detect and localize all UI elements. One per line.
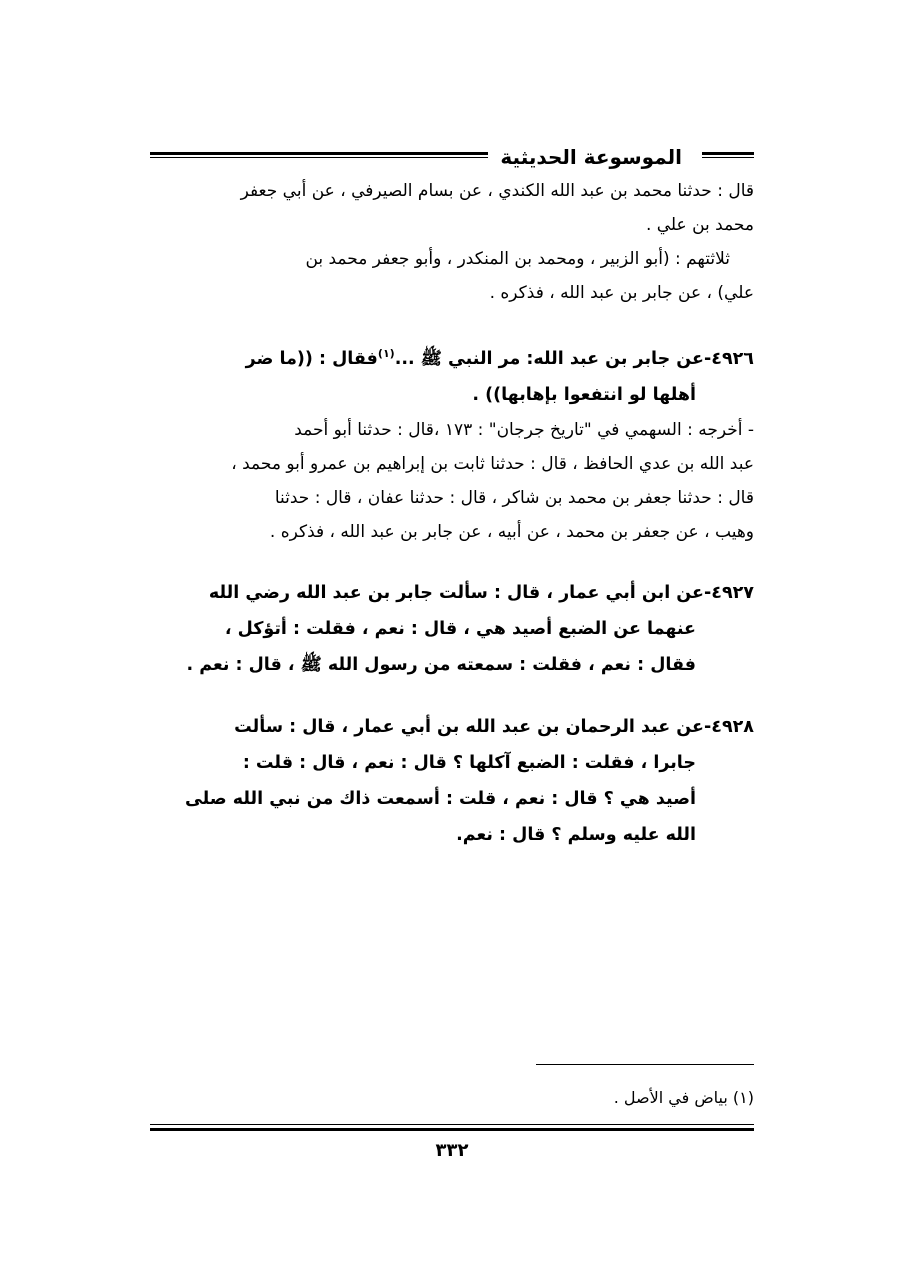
header-rule-right (702, 152, 754, 158)
hadith-4927 (150, 575, 754, 683)
footnote-separator (536, 1064, 754, 1065)
takhrij-line-2: عبد الله بن عدي الحافظ ، قال : حدثنا ثابت بن إبراهيم بن عمرو أبو محمد ، (231, 453, 754, 474)
footnote-mark[interactable]: (١) (377, 347, 395, 360)
hadith-4927-line-2: عنهما عن الضبع أصيد هي ، قال : نعم ، فقلت : أتؤكل ، (224, 618, 696, 639)
footnote-1: (١) بياض في الأصل . (613, 1088, 754, 1107)
hadith-4928-line-1: ٤٩٢٨-عن عبد الرحمان بن عبد الله بن أبي عمار ، قال : سألت (234, 716, 754, 737)
hadith-4928-line-3: أصيد هي ؟ قال : نعم ، قلت : أسمعت ذاك من نبي الله صلى (184, 788, 696, 809)
takhrij-line-1: - أخرجه : السهمي في "تاريخ جرجان" : ١٧٣ ،قال : حدثنا أبو أحمد (294, 419, 754, 440)
takhrij-line-4: وهيب ، عن جعفر بن محمد ، عن أبيه ، عن جابر بن عبد الله ، فذكره . (269, 521, 754, 542)
takhrij-line-3: قال : حدثنا جعفر بن محمد بن شاكر ، قال : حدثنا عفان ، قال : حدثنا (274, 487, 754, 508)
hadith-4926-text-b: فقال : ((ما ضر (245, 348, 378, 369)
book-page (150, 140, 754, 1180)
intro-line-2: محمد بن علي . (645, 215, 754, 235)
hadith-4927-line-3: فقال : نعم ، فقلت : سمعته من رسول الله ﷺ ، قال : نعم . (186, 654, 696, 675)
footer-rule (150, 1124, 754, 1131)
running-header (150, 140, 754, 174)
page-number: ٣٣٢ (435, 1140, 469, 1161)
header-rule-left (150, 152, 519, 158)
hadith-4926-line-1 (150, 336, 754, 377)
hadith-4928-line-4: الله عليه وسلم ؟ قال : نعم. (456, 824, 696, 845)
hadith-4926 (150, 336, 754, 549)
hadith-4928 (150, 709, 754, 853)
hadith-4926-text-a: ٤٩٢٦-عن جابر بن عبد الله: مر النبي ﷺ ... (394, 348, 754, 369)
header-title: الموسوعة الحديثية (488, 144, 694, 170)
intro-line-1: قال : حدثنا محمد بن عبد الله الكندي ، عن بسام الصيرفي ، عن أبي جعفر (240, 181, 754, 201)
intro-line-3: ثلاثتهم : (أبو الزبير ، ومحمد بن المنكدر ، وأبو جعفر محمد بن (305, 249, 730, 269)
hadith-4928-line-2: جابرا ، فقلت : الضبع آكلها ؟ قال : نعم ، قال : قلت : (242, 752, 696, 773)
intro-line-4: علي) ، عن جابر بن عبد الله ، فذكره . (489, 283, 754, 303)
hadith-4927-line-1: ٤٩٢٧-عن ابن أبي عمار ، قال : سألت جابر بن عبد الله رضي الله (208, 582, 754, 603)
hadith-4926-line-2: أهلها لو انتفعوا بإهابها)) . (472, 384, 696, 405)
intro-section (150, 174, 754, 310)
